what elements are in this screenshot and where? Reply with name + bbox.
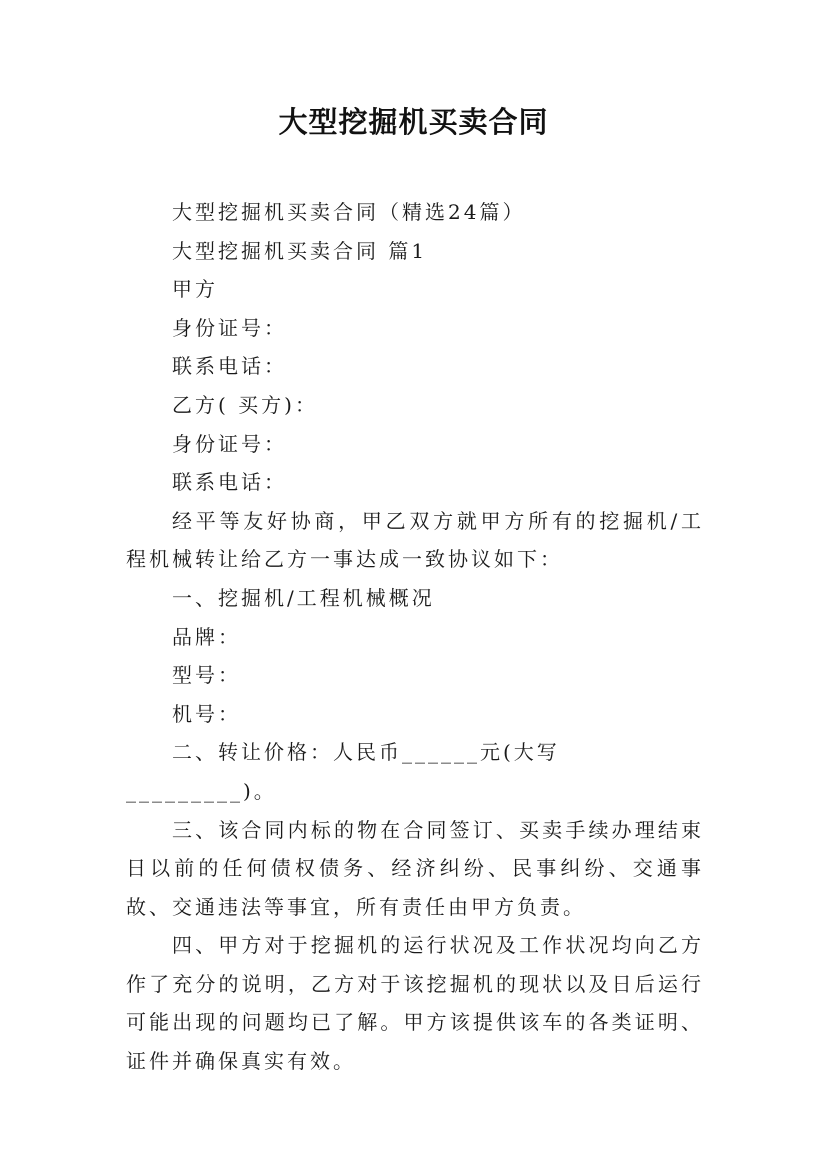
paragraph-subtitle: 大型挖掘机买卖合同（精选24篇）	[172, 200, 526, 224]
paragraph-clause-1-heading: 一、挖掘机/工程机械概况	[172, 585, 435, 610]
paragraph-party-a: 甲方	[172, 277, 218, 302]
paragraph-party-b-id: 身份证号：	[172, 431, 287, 456]
document-title: 大型挖掘机买卖合同	[278, 105, 549, 139]
paragraph-section-heading: 大型挖掘机买卖合同 篇1	[172, 238, 428, 263]
paragraph-agreement-intro: 经平等友好协商，甲乙双方就甲方所有的挖掘机/工程机械转让给乙方一事达成一致协议如下：	[126, 508, 704, 572]
paragraph-party-a-phone: 联系电话：	[172, 354, 287, 379]
paragraph-brand: 品牌：	[172, 624, 241, 649]
document-body	[126, 193, 704, 1081]
paragraph-party-b: 乙方( 买方)：	[172, 392, 318, 417]
paragraph-party-a-id: 身份证号：	[172, 315, 287, 340]
paragraph-clause-4: 四、甲方对于挖掘机的运行状况及工作状况均向乙方作了充分的说明，乙方对于该挖掘机的现状以及日后运行可能出现的问题均已了解。甲方该提供该车的各类证明、证件并确保真实有效。	[126, 933, 704, 1074]
paragraph-clause-2-price: 二、转让价格：人民币______元(大写_________)。	[126, 740, 560, 803]
paragraph-machine-number: 机号：	[172, 701, 241, 726]
paragraph-clause-3: 三、该合同内标的物在合同签订、买卖手续办理结束日以前的任何债权债务、经济纠纷、民事纠纷、交通事故、交通违法等事宜，所有责任由甲方负责。	[126, 817, 704, 919]
paragraph-party-b-phone: 联系电话：	[172, 470, 287, 495]
paragraph-model: 型号：	[172, 663, 241, 688]
